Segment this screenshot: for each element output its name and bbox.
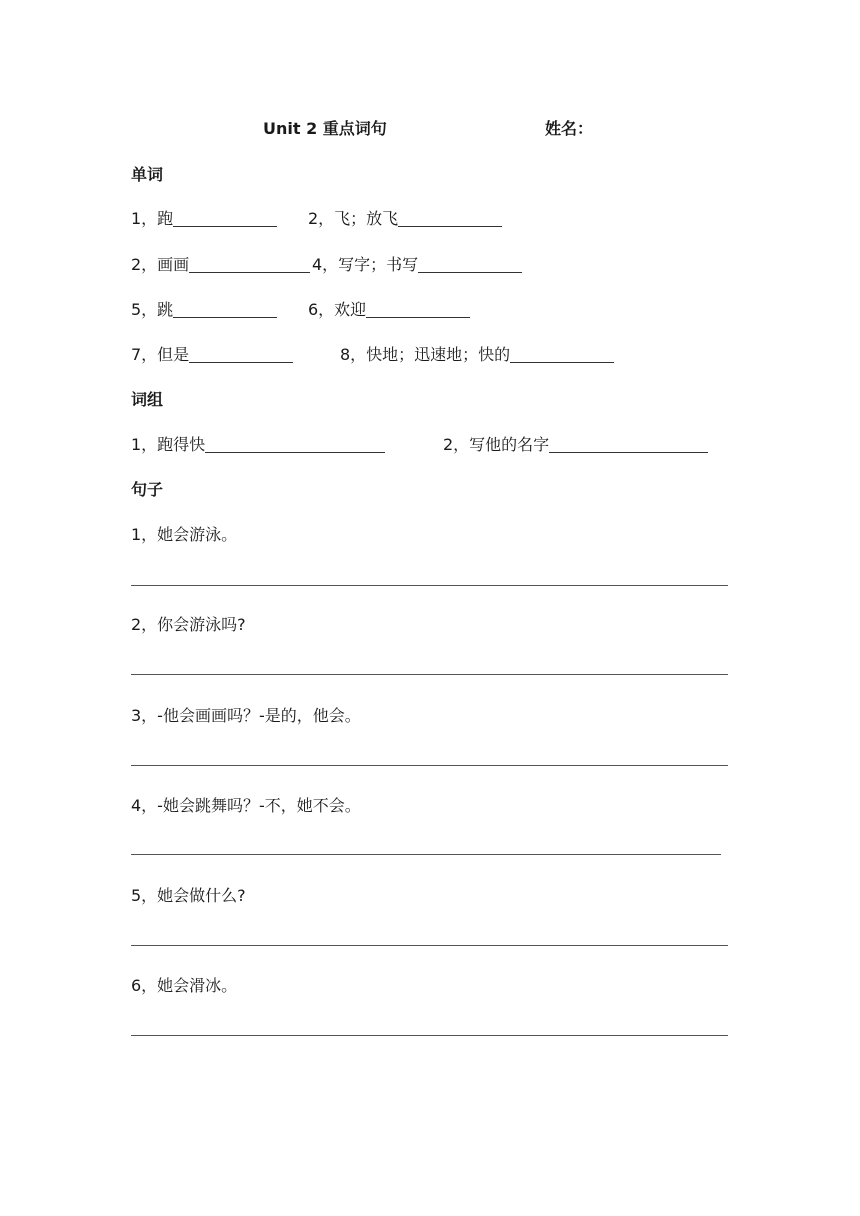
word-blank[interactable] — [189, 346, 293, 363]
word-blank[interactable] — [398, 210, 502, 227]
word-label: 8，快地；迅速地；快的 — [340, 345, 511, 364]
sentence-prompt: 6，她会滑冰。 — [131, 976, 238, 995]
sentence-prompt: 2，你会游泳吗? — [131, 615, 246, 634]
answer-line[interactable] — [131, 674, 728, 675]
answer-line[interactable] — [131, 854, 721, 855]
phrase-blank[interactable] — [205, 436, 385, 453]
sentence-prompt: 3，-他会画画吗？-是的，他会。 — [131, 706, 361, 725]
word-item — [308, 297, 470, 320]
word-blank[interactable] — [173, 301, 277, 318]
answer-line[interactable] — [131, 585, 728, 586]
word-item — [340, 342, 614, 365]
sentence-prompt: 5，她会做什么? — [131, 886, 246, 905]
answer-line[interactable] — [131, 1035, 728, 1036]
word-label: 2，飞；放飞 — [308, 209, 399, 228]
word-item — [131, 297, 277, 320]
name-label: 姓名： — [545, 119, 594, 138]
phrase-blank[interactable] — [549, 436, 708, 453]
word-blank[interactable] — [173, 210, 277, 227]
answer-line[interactable] — [131, 765, 728, 766]
sentence-prompt: 1，她会游泳。 — [131, 525, 238, 544]
word-label: 1，跑 — [131, 209, 174, 228]
word-label: 7，但是 — [131, 345, 190, 364]
word-item — [131, 252, 310, 275]
section-heading-sentences: 句子 — [131, 480, 164, 499]
word-item — [131, 342, 293, 365]
phrase-label: 1，跑得快 — [131, 435, 206, 454]
phrase-item — [443, 432, 708, 455]
answer-line[interactable] — [131, 945, 728, 946]
word-label: 5，跳 — [131, 300, 174, 319]
page-title: Unit 2 重点词句 — [263, 119, 387, 138]
phrase-label: 2，写他的名字 — [443, 435, 550, 454]
phrase-item — [131, 432, 385, 455]
word-blank[interactable] — [510, 346, 614, 363]
word-blank[interactable] — [366, 301, 470, 318]
word-blank[interactable] — [189, 256, 310, 273]
sentence-prompt: 4，-她会跳舞吗？-不，她不会。 — [131, 796, 361, 815]
word-label: 4，写字；书写 — [312, 255, 419, 274]
word-item — [131, 206, 277, 229]
word-label: 6，欢迎 — [308, 300, 367, 319]
word-blank[interactable] — [418, 256, 522, 273]
section-heading-phrases: 词组 — [131, 390, 164, 409]
word-label: 2，画画 — [131, 255, 190, 274]
section-heading-words: 单词 — [131, 165, 164, 184]
word-item — [308, 206, 502, 229]
word-item — [312, 252, 522, 275]
